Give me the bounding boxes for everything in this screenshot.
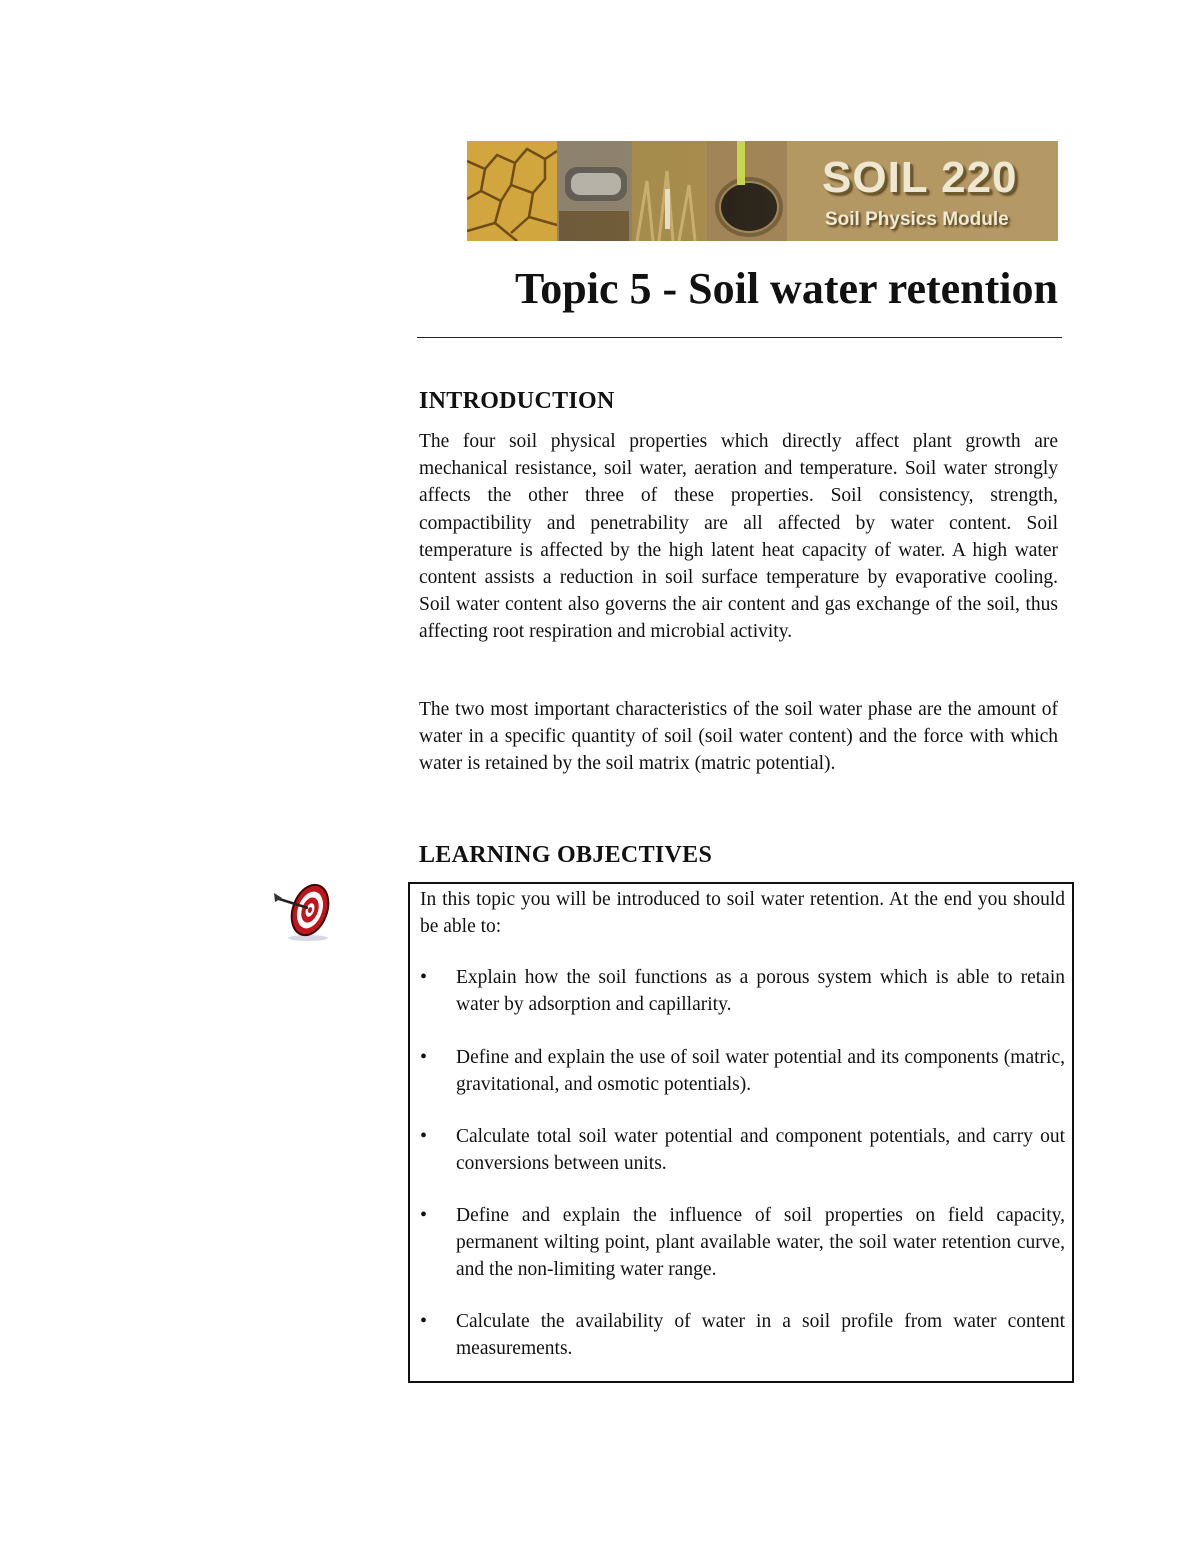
objective-text: Calculate the availability of water in a soil profile from water content measurements. (456, 1311, 1065, 1360)
title-divider (417, 337, 1062, 338)
objective-item (420, 964, 1065, 1018)
objectives-intro: In this topic you will be introduced to soil water retention. At the end you should be able to: (420, 889, 1065, 938)
objective-item (420, 1308, 1065, 1362)
objective-text: Define and explain the use of soil water potential and its components (matric, gravitational, and osmotic potentials). (456, 1047, 1065, 1096)
objective-item (420, 1202, 1065, 1284)
learning-objectives-heading: LEARNING OBJECTIVES (419, 842, 713, 868)
intro-paragraph-1: The four soil physical properties which directly affect plant growth are mechanical resistance, soil water, aeration and temperature. Soil water strongly affects the other three of these properties. Soil consistency, strength, compactibility and penetrability are all affected by water content. Soil temperature is affected by the high latent heat capacity of water. A high water content assists a reduction in soil surface temperature by evaporative cooling. Soil water content also governs the air content and gas exchange of the soil, thus affecting root respiration and microbial activity. (419, 431, 1058, 643)
page-title: Topic 5 - Soil water retention (514, 264, 1058, 313)
objective-text: Define and explain the influence of soil properties on field capacity, permanent wilting point, plant available water, the soil water retention curve, and the non-limiting water range. (456, 1205, 1065, 1281)
module-banner (467, 141, 1058, 241)
bullet-icon: • (420, 1310, 428, 1332)
bullet-icon: • (420, 966, 428, 988)
objective-item (420, 1123, 1065, 1177)
bullet-icon: • (420, 1204, 428, 1226)
objective-item (420, 1044, 1065, 1098)
banner-subtitle: Soil Physics Module (825, 209, 1009, 230)
bullet-icon: • (420, 1046, 428, 1068)
introduction-heading: INTRODUCTION (419, 388, 615, 414)
target-icon (272, 880, 336, 942)
intro-paragraph-2: The two most important characteristics of the soil water phase are the amount of water in a specific quantity of soil (soil water content) and the force with which water is retained by the soil matrix (matric potential). (419, 699, 1058, 775)
learning-objectives-box (408, 882, 1074, 1383)
bullet-icon: • (420, 1125, 428, 1147)
banner-title: SOIL 220 (822, 153, 1018, 202)
objective-text: Calculate total soil water potential and component potentials, and carry out conversions between units. (456, 1126, 1065, 1175)
objective-text: Explain how the soil functions as a porous system which is able to retain water by adsorption and capillarity. (456, 967, 1065, 1016)
